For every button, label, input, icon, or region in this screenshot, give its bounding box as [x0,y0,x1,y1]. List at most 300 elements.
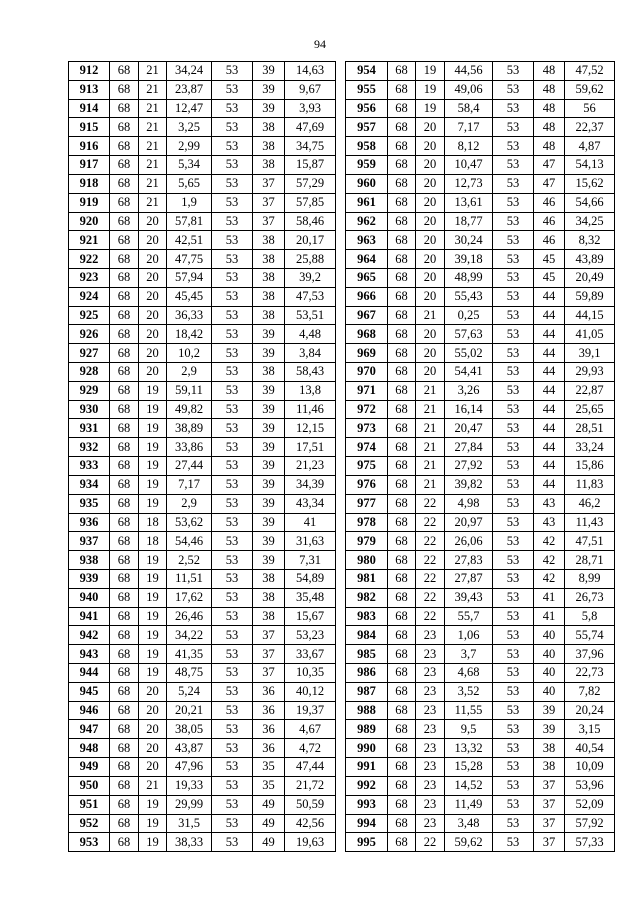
lat-min-cell: 19 [416,80,445,99]
table-row [346,645,615,664]
point-number-cell: 964 [346,250,388,269]
lon-deg-cell: 53 [493,551,534,570]
lat-min-cell: 20 [139,720,167,739]
coordinates-table-right-body [346,62,615,852]
lon-deg-cell: 53 [212,156,253,175]
lon-deg-cell: 53 [493,457,534,476]
point-number-cell: 923 [69,268,110,287]
lon-deg-cell: 53 [493,381,534,400]
lat-min-cell: 19 [139,833,167,852]
lat-sec-cell: 44,56 [445,62,493,81]
table-row [346,569,615,588]
lat-deg-cell: 68 [388,551,416,570]
lat-sec-cell: 2,9 [167,494,212,513]
lat-sec-cell: 17,62 [167,588,212,607]
lat-min-cell: 20 [416,118,445,137]
point-number-cell: 971 [346,381,388,400]
lat-sec-cell: 3,25 [167,118,212,137]
table-row [69,532,336,551]
lat-deg-cell: 68 [110,193,139,212]
lon-deg-cell: 53 [212,532,253,551]
lat-deg-cell: 68 [110,438,139,457]
lon-min-cell: 45 [534,268,565,287]
lat-min-cell: 20 [139,363,167,382]
lon-deg-cell: 53 [493,325,534,344]
lat-sec-cell: 27,84 [445,438,493,457]
lat-deg-cell: 68 [388,250,416,269]
lat-sec-cell: 3,48 [445,814,493,833]
lat-sec-cell: 1,06 [445,626,493,645]
table-row [69,363,336,382]
lon-deg-cell: 53 [493,231,534,250]
table-row [69,776,336,795]
lon-sec-cell: 44,15 [565,306,615,325]
point-number-cell: 968 [346,325,388,344]
lon-deg-cell: 53 [493,682,534,701]
lat-deg-cell: 68 [388,701,416,720]
lat-min-cell: 20 [139,344,167,363]
lat-sec-cell: 43,87 [167,739,212,758]
lat-min-cell: 19 [139,814,167,833]
lat-deg-cell: 68 [110,532,139,551]
lon-deg-cell: 53 [212,758,253,777]
table-row [69,664,336,683]
point-number-cell: 931 [69,419,110,438]
lon-deg-cell: 53 [212,419,253,438]
lon-min-cell: 39 [253,513,285,532]
lon-min-cell: 41 [534,588,565,607]
lon-sec-cell: 57,92 [565,814,615,833]
point-number-cell: 970 [346,363,388,382]
point-number-cell: 941 [69,607,110,626]
table-row [69,287,336,306]
lon-deg-cell: 53 [212,325,253,344]
lon-sec-cell: 7,31 [285,551,336,570]
lon-sec-cell: 4,87 [565,137,615,156]
lat-deg-cell: 68 [388,344,416,363]
point-number-cell: 932 [69,438,110,457]
lat-deg-cell: 68 [110,475,139,494]
lat-deg-cell: 68 [388,475,416,494]
lon-sec-cell: 58,43 [285,363,336,382]
point-number-cell: 980 [346,551,388,570]
lon-sec-cell: 54,13 [565,156,615,175]
table-row [346,475,615,494]
table-row [69,231,336,250]
table-row [346,588,615,607]
lon-min-cell: 39 [253,419,285,438]
table-row [346,626,615,645]
lon-sec-cell: 4,72 [285,739,336,758]
lat-sec-cell: 10,2 [167,344,212,363]
point-number-cell: 950 [69,776,110,795]
lon-sec-cell: 52,09 [565,795,615,814]
lat-min-cell: 21 [139,193,167,212]
table-row [346,99,615,118]
lat-min-cell: 22 [416,513,445,532]
lat-min-cell: 19 [139,494,167,513]
lon-min-cell: 48 [534,99,565,118]
lon-sec-cell: 34,39 [285,475,336,494]
lat-deg-cell: 68 [110,720,139,739]
lon-deg-cell: 53 [212,814,253,833]
lon-deg-cell: 53 [212,250,253,269]
table-row [69,513,336,532]
point-number-cell: 914 [69,99,110,118]
lat-sec-cell: 33,86 [167,438,212,457]
lon-sec-cell: 53,96 [565,776,615,795]
table-row [346,80,615,99]
lat-deg-cell: 68 [110,664,139,683]
lon-sec-cell: 41,05 [565,325,615,344]
lon-deg-cell: 53 [493,814,534,833]
table-row [69,325,336,344]
lon-sec-cell: 11,43 [565,513,615,532]
lat-sec-cell: 42,51 [167,231,212,250]
lon-min-cell: 38 [253,588,285,607]
lat-min-cell: 20 [416,174,445,193]
lat-min-cell: 20 [139,701,167,720]
lon-sec-cell: 34,25 [565,212,615,231]
lat-sec-cell: 26,46 [167,607,212,626]
point-number-cell: 967 [346,306,388,325]
point-number-cell: 960 [346,174,388,193]
lat-min-cell: 21 [139,62,167,81]
lon-sec-cell: 59,89 [565,287,615,306]
lat-sec-cell: 55,43 [445,287,493,306]
lat-sec-cell: 10,47 [445,156,493,175]
lon-deg-cell: 53 [212,287,253,306]
lon-sec-cell: 56 [565,99,615,118]
lon-min-cell: 39 [253,438,285,457]
lat-sec-cell: 8,12 [445,137,493,156]
lon-min-cell: 38 [253,607,285,626]
lon-min-cell: 36 [253,701,285,720]
lon-deg-cell: 53 [493,532,534,551]
point-number-cell: 963 [346,231,388,250]
lon-sec-cell: 53,23 [285,626,336,645]
lon-deg-cell: 53 [212,494,253,513]
lat-deg-cell: 68 [388,287,416,306]
lon-min-cell: 49 [253,795,285,814]
lat-min-cell: 21 [416,381,445,400]
lon-min-cell: 39 [253,475,285,494]
lon-min-cell: 40 [534,682,565,701]
lon-min-cell: 37 [534,776,565,795]
lon-min-cell: 38 [253,569,285,588]
lon-sec-cell: 3,15 [565,720,615,739]
lat-min-cell: 20 [139,682,167,701]
table-row [69,814,336,833]
lon-sec-cell: 40,54 [565,739,615,758]
table-row [69,607,336,626]
table-row [346,720,615,739]
lat-sec-cell: 53,62 [167,513,212,532]
lat-min-cell: 22 [416,607,445,626]
point-number-cell: 961 [346,193,388,212]
lat-deg-cell: 68 [388,814,416,833]
lon-min-cell: 42 [534,532,565,551]
lat-deg-cell: 68 [388,400,416,419]
lat-min-cell: 20 [416,156,445,175]
lat-sec-cell: 41,35 [167,645,212,664]
point-number-cell: 946 [69,701,110,720]
lat-deg-cell: 68 [110,701,139,720]
lat-deg-cell: 68 [110,513,139,532]
lat-min-cell: 20 [416,250,445,269]
lon-sec-cell: 55,74 [565,626,615,645]
lon-deg-cell: 53 [212,682,253,701]
lat-min-cell: 19 [416,99,445,118]
lat-min-cell: 19 [139,626,167,645]
point-number-cell: 984 [346,626,388,645]
lon-sec-cell: 13,8 [285,381,336,400]
lat-min-cell: 21 [416,438,445,457]
lon-sec-cell: 5,8 [565,607,615,626]
lon-sec-cell: 28,71 [565,551,615,570]
lon-deg-cell: 53 [493,645,534,664]
lon-min-cell: 37 [534,795,565,814]
table-row [69,419,336,438]
table-row [346,344,615,363]
table-row [69,62,336,81]
lat-min-cell: 21 [139,99,167,118]
lat-sec-cell: 57,63 [445,325,493,344]
lat-sec-cell: 29,99 [167,795,212,814]
lon-min-cell: 38 [253,231,285,250]
point-number-cell: 913 [69,80,110,99]
lat-min-cell: 20 [416,344,445,363]
lon-sec-cell: 58,46 [285,212,336,231]
table-row [69,438,336,457]
table-row [69,588,336,607]
lat-deg-cell: 68 [110,250,139,269]
table-row [346,268,615,287]
point-number-cell: 948 [69,739,110,758]
lat-sec-cell: 38,89 [167,419,212,438]
lat-min-cell: 23 [416,701,445,720]
lon-sec-cell: 3,93 [285,99,336,118]
lon-min-cell: 39 [253,457,285,476]
lon-deg-cell: 53 [212,344,253,363]
table-row [346,833,615,852]
lat-min-cell: 23 [416,682,445,701]
lat-sec-cell: 11,55 [445,701,493,720]
point-number-cell: 930 [69,400,110,419]
lon-min-cell: 48 [534,62,565,81]
lon-min-cell: 37 [534,833,565,852]
lat-deg-cell: 68 [110,306,139,325]
lat-deg-cell: 68 [110,363,139,382]
lon-min-cell: 38 [253,156,285,175]
lat-sec-cell: 18,42 [167,325,212,344]
table-row [69,306,336,325]
lat-min-cell: 20 [416,137,445,156]
lon-deg-cell: 53 [212,193,253,212]
lat-min-cell: 20 [139,306,167,325]
lat-min-cell: 19 [139,795,167,814]
lat-sec-cell: 27,83 [445,551,493,570]
lon-deg-cell: 53 [212,664,253,683]
lon-sec-cell: 21,23 [285,457,336,476]
table-row [69,569,336,588]
table-row [346,250,615,269]
lat-min-cell: 23 [416,739,445,758]
lon-sec-cell: 3,84 [285,344,336,363]
lon-sec-cell: 20,17 [285,231,336,250]
lon-deg-cell: 53 [493,250,534,269]
lat-min-cell: 19 [139,381,167,400]
lon-deg-cell: 53 [493,513,534,532]
lat-deg-cell: 68 [110,607,139,626]
lat-sec-cell: 3,26 [445,381,493,400]
lon-sec-cell: 22,73 [565,664,615,683]
point-number-cell: 938 [69,551,110,570]
lon-min-cell: 38 [253,250,285,269]
lon-min-cell: 48 [534,137,565,156]
lon-min-cell: 40 [534,645,565,664]
lon-min-cell: 39 [253,400,285,419]
table-row [346,381,615,400]
lon-deg-cell: 53 [493,701,534,720]
lat-sec-cell: 3,7 [445,645,493,664]
lon-deg-cell: 53 [212,776,253,795]
table-row [346,682,615,701]
lat-sec-cell: 34,22 [167,626,212,645]
lon-min-cell: 37 [253,174,285,193]
lon-deg-cell: 53 [212,645,253,664]
lat-deg-cell: 68 [110,137,139,156]
point-number-cell: 962 [346,212,388,231]
lat-min-cell: 23 [416,720,445,739]
point-number-cell: 944 [69,664,110,683]
lon-min-cell: 48 [534,80,565,99]
lon-sec-cell: 37,96 [565,645,615,664]
point-number-cell: 972 [346,400,388,419]
point-number-cell: 992 [346,776,388,795]
lat-deg-cell: 68 [388,776,416,795]
lat-deg-cell: 68 [388,569,416,588]
point-number-cell: 956 [346,99,388,118]
point-number-cell: 986 [346,664,388,683]
lon-deg-cell: 53 [212,118,253,137]
lon-sec-cell: 31,63 [285,532,336,551]
point-number-cell: 925 [69,306,110,325]
lat-min-cell: 20 [416,325,445,344]
lat-min-cell: 23 [416,758,445,777]
lon-sec-cell: 10,09 [565,758,615,777]
point-number-cell: 988 [346,701,388,720]
lat-deg-cell: 68 [110,287,139,306]
lat-min-cell: 20 [139,287,167,306]
lon-min-cell: 42 [534,569,565,588]
lon-sec-cell: 8,99 [565,569,615,588]
lat-sec-cell: 27,92 [445,457,493,476]
lat-deg-cell: 68 [110,551,139,570]
lat-min-cell: 21 [139,137,167,156]
point-number-cell: 966 [346,287,388,306]
point-number-cell: 928 [69,363,110,382]
lat-deg-cell: 68 [110,325,139,344]
lat-min-cell: 22 [416,833,445,852]
lon-sec-cell: 12,15 [285,419,336,438]
lat-sec-cell: 18,77 [445,212,493,231]
lon-deg-cell: 53 [493,475,534,494]
lat-min-cell: 18 [139,532,167,551]
lon-deg-cell: 53 [212,720,253,739]
point-number-cell: 993 [346,795,388,814]
lon-min-cell: 47 [534,156,565,175]
table-row [346,62,615,81]
lon-sec-cell: 40,12 [285,682,336,701]
lon-deg-cell: 53 [493,438,534,457]
lon-deg-cell: 53 [493,664,534,683]
point-number-cell: 912 [69,62,110,81]
lat-min-cell: 19 [139,607,167,626]
point-number-cell: 969 [346,344,388,363]
table-row [346,776,615,795]
point-number-cell: 952 [69,814,110,833]
table-row [69,457,336,476]
lat-deg-cell: 68 [388,156,416,175]
table-row [69,137,336,156]
lat-deg-cell: 68 [388,720,416,739]
lon-min-cell: 47 [534,174,565,193]
lon-sec-cell: 22,37 [565,118,615,137]
lon-sec-cell: 8,32 [565,231,615,250]
lat-deg-cell: 68 [388,80,416,99]
table-row [69,156,336,175]
lat-min-cell: 23 [416,664,445,683]
lat-deg-cell: 68 [110,268,139,287]
lat-deg-cell: 68 [110,80,139,99]
coordinates-table-right [345,61,615,852]
lat-sec-cell: 38,33 [167,833,212,852]
lat-sec-cell: 7,17 [445,118,493,137]
table-row [69,720,336,739]
point-number-cell: 943 [69,645,110,664]
lat-deg-cell: 68 [388,588,416,607]
table-row [346,212,615,231]
lat-sec-cell: 58,4 [445,99,493,118]
lat-deg-cell: 68 [110,739,139,758]
lat-min-cell: 21 [416,457,445,476]
lon-sec-cell: 15,67 [285,607,336,626]
lon-sec-cell: 41 [285,513,336,532]
lat-deg-cell: 68 [388,363,416,382]
lon-deg-cell: 53 [212,701,253,720]
lat-min-cell: 20 [416,268,445,287]
lat-sec-cell: 48,99 [445,268,493,287]
lat-sec-cell: 38,05 [167,720,212,739]
table-row [69,400,336,419]
lon-deg-cell: 53 [493,193,534,212]
lat-deg-cell: 68 [110,626,139,645]
lat-deg-cell: 68 [110,494,139,513]
lat-deg-cell: 68 [388,268,416,287]
lat-sec-cell: 39,43 [445,588,493,607]
lon-sec-cell: 4,48 [285,325,336,344]
table-row [346,494,615,513]
table-row [346,814,615,833]
lat-deg-cell: 68 [388,758,416,777]
lon-deg-cell: 53 [493,494,534,513]
lon-min-cell: 38 [534,739,565,758]
lat-min-cell: 21 [139,118,167,137]
table-row [69,645,336,664]
point-number-cell: 983 [346,607,388,626]
lon-min-cell: 48 [534,118,565,137]
